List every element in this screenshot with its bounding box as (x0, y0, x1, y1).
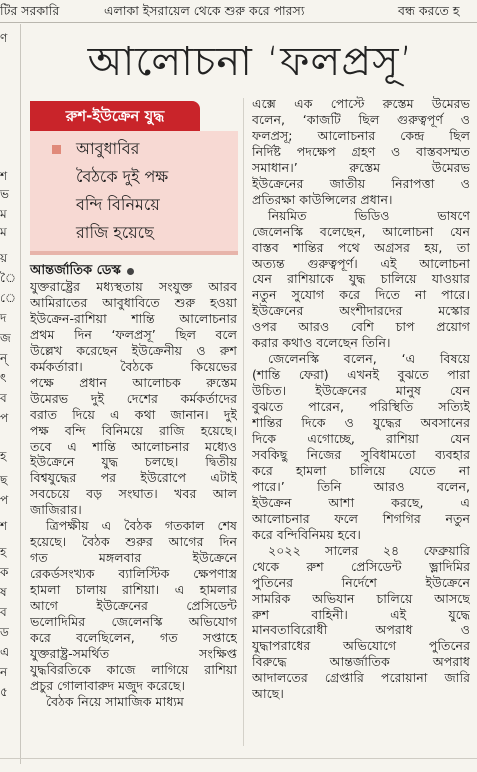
cutoff-fragment: ৈ (0, 271, 17, 285)
text-line: যুক্তরাষ্ট্র-সমর্থিত সংক্ষিপ্ত (30, 645, 237, 661)
text-line: (শান্তি ফেরা) এখনই বুঝতে পারা (252, 367, 470, 383)
text-line: রুশ বাহিনী। এই যুদ্ধে (252, 606, 470, 622)
text-line: যুদ্ধবিরতিকে কাজে লাগিয়ে রাশিয়া (30, 661, 237, 677)
tag-summary-line: আবুধাবির (76, 139, 140, 158)
text-line: সমাধান।’ রুস্তেম উমেরভ (252, 159, 470, 175)
text-line: উমেরভ দুই দেশের কর্মকর্তাদের (30, 390, 237, 406)
cutoff-fragment: ছ (0, 473, 8, 487)
top-strip-middle: এলাকা ইসরায়েল থেকে শুরু করে পারস্য (104, 3, 305, 18)
text-line: মানবতাবিরোধী অপরাধ ও (252, 622, 470, 638)
column-separator (243, 98, 244, 746)
text-line: এক্সে এক পোস্টে রুস্তেম উমেরভ (252, 96, 470, 111)
cutoff-fragment: এ (0, 645, 10, 659)
text-line: শান্তির দিকে ও যুদ্ধের অবসানের (252, 415, 470, 431)
cutoff-fragment: ৫ (0, 685, 8, 699)
text-line: আমিরাতের আবুধাবিতে শুরু হওয়া (30, 294, 237, 310)
tag-summary-line: রাজি হয়েছে (76, 223, 154, 242)
text-line: বিরুদ্ধে আন্তর্জাতিক অপরাধ (252, 654, 470, 670)
text-line: প্রচুর গোলাবারুদ মজুদ করেছে। (30, 677, 185, 693)
text-line: পক্ষ বন্দি বিনিময়ে রাজি হয়েছে। (30, 422, 237, 438)
section-tag: রুশ-ইউক্রেন যুদ্ধ (30, 101, 200, 131)
text-line: নিয়মিত ভিডিও ভাষণে (268, 207, 470, 223)
left-cutoff-column (0, 24, 18, 772)
text-line: রেকর্ডসংখ্যক ব্যালিস্টিক ক্ষেপণাস্ত্র (30, 566, 237, 582)
text-line: উল্লেখ করেছেন ইউক্রেনীয় ও রুশ (30, 342, 237, 358)
cutoff-fragment: ন (0, 665, 8, 679)
text-line: দিকে এগোচ্ছে, রাশিয়া যেন (252, 431, 470, 447)
text-line: ইউক্রেনে যুদ্ধ চলছে। দ্বিতীয় (30, 454, 237, 470)
text-line: যুক্তরাষ্ট্রের মধ্যস্থতায় সংযুক্ত আরব (30, 279, 237, 294)
text-line: কর্মকর্তারা। বৈঠকে কিয়েভের (30, 358, 237, 374)
text-line: পারে।’ তিনি আরও বলেন, (252, 478, 470, 494)
text-line: ২০২২ সালের ২৪ ফেব্রুয়ারি (268, 542, 470, 558)
text-line: ফলপ্রসূ; আলোচনার কেন্দ্র ছিল (252, 127, 470, 143)
text-line: সবচেয়ে বড় সংঘাত। খবর আল (30, 486, 237, 502)
text-line: ভলোদিমির জেলেনস্কি অভিযোগ (30, 614, 237, 630)
text-line: হামলা চালায় রাশিয়া। এ হামলার (30, 582, 237, 598)
cutoff-fragment: হ (0, 449, 7, 463)
bullet-square-icon (52, 145, 61, 154)
text-line: হয়েছে। বৈঠক শুরুর আগের দিন (30, 534, 237, 550)
tag-underline (30, 251, 238, 255)
cutoff-fragment: জ (0, 331, 11, 345)
tag-summary-line: বন্দি বিনিময়ে (76, 195, 160, 214)
cutoff-fragment: শ (0, 169, 8, 183)
right-column-lines (252, 96, 470, 702)
text-line: অত্যন্ত গুরুত্বপূর্ণ। এই আলোচনা (252, 255, 470, 271)
cutoff-fragment: ষ (0, 585, 7, 599)
text-line: ত্রিপক্ষীয় এ বৈঠক গতকাল শেষ (46, 518, 237, 534)
text-line: ওপর আরও বেশি চাপ প্রয়োগ (252, 319, 470, 335)
top-strip (0, 0, 477, 22)
headline: আলোচনা ‘ফলপ্রসূ’ (87, 39, 414, 85)
text-line: তবে এ শান্তি আলোচনার মধ্যেও (30, 438, 237, 454)
cutoff-fragment: ে (0, 291, 17, 305)
text-line: উচিত। ইউক্রেনের মানুষ যেন (252, 383, 470, 399)
text-line: গত মঙ্গলবার ইউক্রেনে (30, 550, 237, 566)
text-line: বিশ্বযুদ্ধের পর ইউরোপে এটাই (30, 470, 237, 486)
text-line: বৈঠক নিয়ে সামাজিক মাধ্যম (46, 693, 184, 709)
left-column-rule (20, 24, 21, 764)
cutoff-fragment: হ (0, 545, 7, 559)
text-line: পক্ষে প্রধান আলোচক রুস্তেম (30, 374, 237, 390)
cutoff-fragment: ৎ (0, 371, 7, 385)
top-strip-left: টির সরকারি (0, 3, 60, 18)
text-line: জেলেনস্কি বলেছেন, আলোচনা যেন (252, 223, 470, 239)
tag-summary-line: বৈঠকে দুই পক্ষ (76, 167, 169, 186)
text-line: আদালতের গ্রেপ্তারি পরোয়ানা জারি (252, 670, 470, 686)
text-line: ইউক্রেন আশা করছে, এ (252, 494, 470, 510)
top-rule (0, 22, 477, 23)
dateline-text: আন্তর্জাতিক ডেস্ক (30, 263, 121, 279)
text-line: ইউক্রেন-রাশিয়া শান্তি আলোচনার (30, 310, 237, 326)
text-line: প্রথম দিন ‘ফলপ্রসূ’ ছিল বলে (30, 326, 237, 342)
dot-icon (127, 268, 134, 275)
bottom-rule (0, 758, 477, 759)
text-line: জেলেনস্কি বলেন, ‘এ বিষয়ে (268, 351, 470, 367)
text-line: করার কথাও বলেছেন তিনি। (252, 335, 391, 351)
text-line: সবকিছু নিজের সুবিধামতো ব্যবহার (252, 446, 470, 462)
cutoff-fragment: প (0, 411, 9, 425)
cutoff-fragment: দ (0, 311, 7, 325)
text-line: পুতিনের নির্দেশে ইউক্রেনে (252, 574, 470, 590)
text-line: ইউক্রেনের জাতীয় নিরাপত্তা ও (252, 175, 470, 191)
text-line: নির্দিষ্ট পদক্ষেপ গ্রহণ ও বাস্তবসম্মত (252, 143, 470, 159)
cutoff-fragment: য় (0, 251, 8, 265)
article-right-column (252, 96, 470, 702)
left-column-lines (30, 279, 237, 710)
text-line: আলোচনার ফলে শিগগির নতুন (252, 510, 470, 526)
text-line: আগে ইউক্রেনের প্রেসিডেন্ট (30, 598, 237, 614)
cutoff-fragment: শ (0, 519, 8, 533)
text-line: বরাত দিয়ে এ কথা জানান। দুই (30, 406, 237, 422)
text-line: থেকে রুশ প্রেসিডেন্ট ভ্লাদিমির (252, 558, 470, 574)
cutoff-fragment: ম (0, 207, 7, 221)
cutoff-fragment: ভ (0, 187, 9, 201)
dateline (30, 263, 237, 279)
cutoff-fragment: ম (0, 225, 7, 239)
cutoff-fragment: ন্ (0, 351, 8, 365)
cutoff-fragment: প (0, 493, 9, 507)
text-line: আছে। (252, 686, 284, 702)
cutoff-fragment: ড (0, 625, 9, 639)
cutoff-fragment: ণ (0, 31, 8, 45)
text-line: করে বন্দিবিনিময় হবে। (252, 526, 361, 542)
text-line: নতুন সুযোগ করে দিতে না পারে। (252, 287, 470, 303)
top-strip-right: বন্ধ করতে হ (398, 3, 460, 18)
text-line: বুঝতে পারেন, পরিস্থিতি সত্যিই (252, 399, 470, 415)
text-line: ইউক্রেনের অংশীদারদের মস্কোর (252, 303, 470, 319)
text-line: বলেন, ‘কাজটি ছিল গুরুত্বপূর্ণ ও (252, 111, 470, 127)
article-left-column (30, 263, 237, 710)
text-line: করে হামলা চালিয়ে যেতে না (252, 462, 470, 478)
text-line: যেন রাশিয়াকে যুদ্ধ চালিয়ে যাওয়ার (252, 271, 470, 287)
cutoff-fragment: ব (0, 391, 7, 405)
cutoff-fragment: ব (0, 605, 7, 619)
text-line: প্রতিরক্ষা কাউন্সিলের প্রধান। (252, 191, 393, 207)
text-line: বাস্তব শান্তির পথে অগ্রসর হয়, তা (252, 239, 470, 255)
text-line: জাজিরার। (30, 502, 82, 518)
text-line: যুদ্ধাপরাধের অভিযোগে পুতিনের (252, 638, 470, 654)
tag-summary-box (30, 131, 238, 251)
cutoff-fragment: ক (0, 565, 9, 579)
text-line: করে বলেছিলেন, গত সপ্তাহে (30, 629, 237, 645)
text-line: সামরিক অভিযান চালিয়ে আসছে (252, 590, 470, 606)
